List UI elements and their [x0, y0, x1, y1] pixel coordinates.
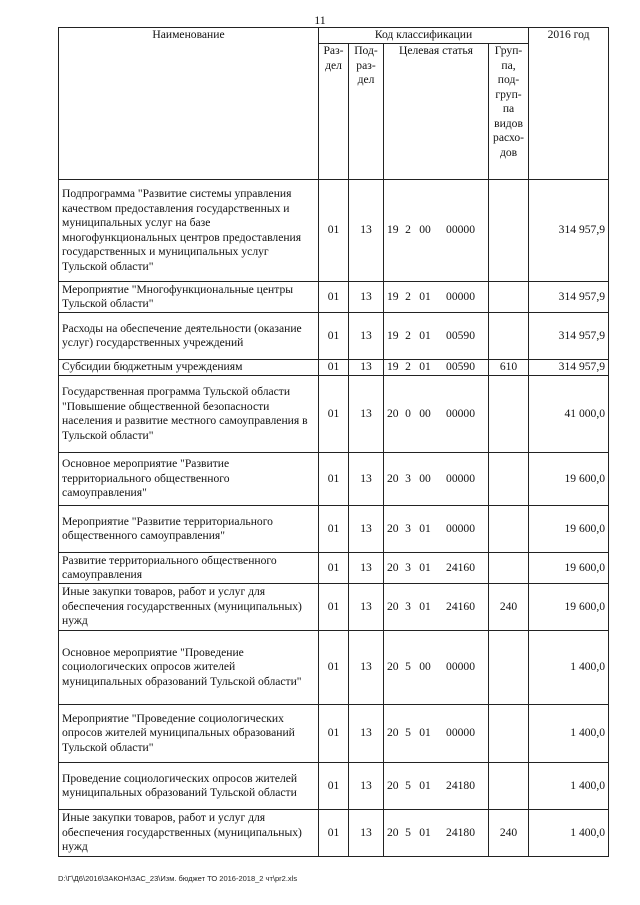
header-code-classification: Код классификации: [319, 28, 529, 44]
table-row: [59, 376, 609, 453]
target-article-part: 00000: [446, 406, 475, 420]
row-expense-group: 240: [489, 584, 529, 631]
row-name: Мероприятие "Многофункциональные центры Тульской области": [59, 282, 319, 313]
row-subsection: 13: [349, 553, 384, 584]
row-subsection: 13: [349, 360, 384, 376]
target-article-part: 20: [387, 778, 399, 792]
table-row: [59, 180, 609, 282]
row-subsection: 13: [349, 180, 384, 282]
row-expense-group: [489, 180, 529, 282]
row-subsection: 13: [349, 705, 384, 763]
target-article-part: 3: [405, 521, 411, 535]
row-target-article: [384, 360, 489, 376]
row-subsection: 13: [349, 506, 384, 553]
table-row: [59, 810, 609, 857]
row-expense-group: [489, 453, 529, 506]
target-article-part: 00590: [446, 360, 475, 374]
row-expense-group: [489, 763, 529, 810]
row-name: Мероприятие "Развитие территориального общественного самоуправления": [59, 506, 319, 553]
target-article-part: 20: [387, 560, 399, 574]
row-subsection: 13: [349, 453, 384, 506]
target-article-part: 20: [387, 825, 399, 839]
row-target-article: [384, 376, 489, 453]
target-article-part: 00000: [446, 726, 475, 740]
row-expense-group: [489, 282, 529, 313]
target-article-part: 3: [405, 560, 411, 574]
target-article-part: 20: [387, 471, 399, 485]
target-article-part: 01: [419, 289, 431, 303]
row-target-article: [384, 584, 489, 631]
target-article-part: 19: [387, 360, 399, 374]
row-amount: 19 600,0: [529, 506, 609, 553]
row-target-article: [384, 705, 489, 763]
table-row: [59, 584, 609, 631]
target-article-part: 24160: [446, 560, 475, 574]
target-article-part: 5: [405, 778, 411, 792]
row-expense-group: 240: [489, 810, 529, 857]
row-name: Основное мероприятие "Развитие территориального общественного самоуправления": [59, 453, 319, 506]
header-section: Раз- дел: [319, 44, 349, 180]
row-amount: 1 400,0: [529, 763, 609, 810]
row-subsection: 13: [349, 376, 384, 453]
row-amount: 1 400,0: [529, 631, 609, 705]
target-article-part: 2: [405, 223, 411, 237]
table-row: [59, 506, 609, 553]
target-article-part: 5: [405, 825, 411, 839]
table-row: [59, 631, 609, 705]
row-section: 01: [319, 631, 349, 705]
row-section: 01: [319, 360, 349, 376]
row-amount: 314 957,9: [529, 313, 609, 360]
row-expense-group: [489, 506, 529, 553]
target-article-part: 01: [419, 360, 431, 374]
page-number: 11: [314, 13, 326, 27]
row-subsection: 13: [349, 631, 384, 705]
row-name: Государственная программа Тульской области "Повышение общественной безопасности населения и развитие местного самоуправления в Тульской области": [59, 376, 319, 453]
header-expense-group: Груп- па, под- груп- па видов расхо- дов: [489, 44, 529, 180]
target-article-part: 20: [387, 660, 399, 674]
target-article-part: 2: [405, 360, 411, 374]
header-year: 2016 год: [529, 28, 609, 180]
target-article-part: 3: [405, 599, 411, 613]
file-path-footer: D:\Г\Д6\2016\ЗАКОН\ЗАС_23\Изм. бюджет ТО 2016-2018_2 чт\pr2.xls: [58, 874, 298, 883]
target-article-part: 01: [419, 521, 431, 535]
table-row: [59, 453, 609, 506]
target-article-part: 00000: [446, 471, 475, 485]
target-article-part: 00: [419, 660, 431, 674]
row-amount: 314 957,9: [529, 180, 609, 282]
row-name: Развитие территориального общественного самоуправления: [59, 553, 319, 584]
row-target-article: [384, 180, 489, 282]
target-article-part: 01: [419, 825, 431, 839]
row-target-article: [384, 282, 489, 313]
row-section: 01: [319, 506, 349, 553]
row-subsection: 13: [349, 763, 384, 810]
table-row: [59, 360, 609, 376]
row-target-article: [384, 553, 489, 584]
row-name: Мероприятие "Проведение социологических опросов жителей муниципальных образований Тульской области": [59, 705, 319, 763]
target-article-part: 01: [419, 599, 431, 613]
table-row: [59, 313, 609, 360]
row-subsection: 13: [349, 282, 384, 313]
target-article-part: 00000: [446, 521, 475, 535]
row-expense-group: [489, 376, 529, 453]
row-section: 01: [319, 584, 349, 631]
row-name: Расходы на обеспечение деятельности (оказание услуг) государственных учреждений: [59, 313, 319, 360]
row-expense-group: [489, 631, 529, 705]
row-target-article: [384, 631, 489, 705]
row-section: 01: [319, 553, 349, 584]
row-amount: 314 957,9: [529, 360, 609, 376]
table-row: [59, 282, 609, 313]
row-name: Подпрограмма "Развитие системы управления качеством предоставления государственных и муниципальных услуг на базе многофункциональных центров предоставления государственных и муниципальных услуг Тульской области": [59, 180, 319, 282]
target-article-part: 24180: [446, 778, 475, 792]
row-section: 01: [319, 453, 349, 506]
table-row: [59, 553, 609, 584]
row-expense-group: [489, 705, 529, 763]
row-amount: 314 957,9: [529, 282, 609, 313]
row-target-article: [384, 810, 489, 857]
row-subsection: 13: [349, 810, 384, 857]
target-article-part: 00590: [446, 328, 475, 342]
row-amount: 19 600,0: [529, 584, 609, 631]
target-article-part: 01: [419, 778, 431, 792]
target-article-part: 2: [405, 328, 411, 342]
row-target-article: [384, 763, 489, 810]
header-target-article: Целевая статья: [384, 44, 489, 180]
target-article-part: 24160: [446, 599, 475, 613]
row-target-article: [384, 313, 489, 360]
row-amount: 1 400,0: [529, 810, 609, 857]
row-target-article: [384, 506, 489, 553]
row-name: Субсидии бюджетным учреждениям: [59, 360, 319, 376]
target-article-part: 0: [405, 406, 411, 420]
target-article-part: 19: [387, 223, 399, 237]
header-subsection: Под- раз- дел: [349, 44, 384, 180]
target-article-part: 00000: [446, 289, 475, 303]
row-amount: 41 000,0: [529, 376, 609, 453]
row-name: Иные закупки товаров, работ и услуг для обеспечения государственных (муниципальных) нужд: [59, 810, 319, 857]
row-section: 01: [319, 180, 349, 282]
row-amount: 1 400,0: [529, 705, 609, 763]
row-section: 01: [319, 313, 349, 360]
target-article-part: 24180: [446, 825, 475, 839]
target-article-part: 19: [387, 328, 399, 342]
budget-table: [58, 27, 609, 857]
target-article-part: 00: [419, 471, 431, 485]
row-section: 01: [319, 810, 349, 857]
target-article-part: 5: [405, 660, 411, 674]
row-expense-group: [489, 553, 529, 584]
table-row: [59, 763, 609, 810]
row-section: 01: [319, 705, 349, 763]
header-name: Наименование: [59, 28, 319, 180]
target-article-part: 20: [387, 599, 399, 613]
target-article-part: 3: [405, 471, 411, 485]
target-article-part: 00: [419, 223, 431, 237]
target-article-part: 20: [387, 406, 399, 420]
target-article-part: 00000: [446, 223, 475, 237]
row-section: 01: [319, 763, 349, 810]
row-amount: 19 600,0: [529, 453, 609, 506]
row-target-article: [384, 453, 489, 506]
row-amount: 19 600,0: [529, 553, 609, 584]
target-article-part: 20: [387, 521, 399, 535]
row-section: 01: [319, 282, 349, 313]
target-article-part: 20: [387, 726, 399, 740]
target-article-part: 01: [419, 560, 431, 574]
target-article-part: 01: [419, 328, 431, 342]
table-row: [59, 705, 609, 763]
row-expense-group: [489, 313, 529, 360]
row-expense-group: 610: [489, 360, 529, 376]
row-name: Иные закупки товаров, работ и услуг для обеспечения государственных (муниципальных) нужд: [59, 584, 319, 631]
target-article-part: 01: [419, 726, 431, 740]
target-article-part: 2: [405, 289, 411, 303]
row-section: 01: [319, 376, 349, 453]
row-name: Основное мероприятие "Проведение социологических опросов жителей муниципальных образований Тульской области": [59, 631, 319, 705]
target-article-part: 5: [405, 726, 411, 740]
target-article-part: 19: [387, 289, 399, 303]
target-article-part: 00: [419, 406, 431, 420]
row-name: Проведение социологических опросов жителей муниципальных образований Тульской области: [59, 763, 319, 810]
row-subsection: 13: [349, 313, 384, 360]
row-subsection: 13: [349, 584, 384, 631]
target-article-part: 00000: [446, 660, 475, 674]
